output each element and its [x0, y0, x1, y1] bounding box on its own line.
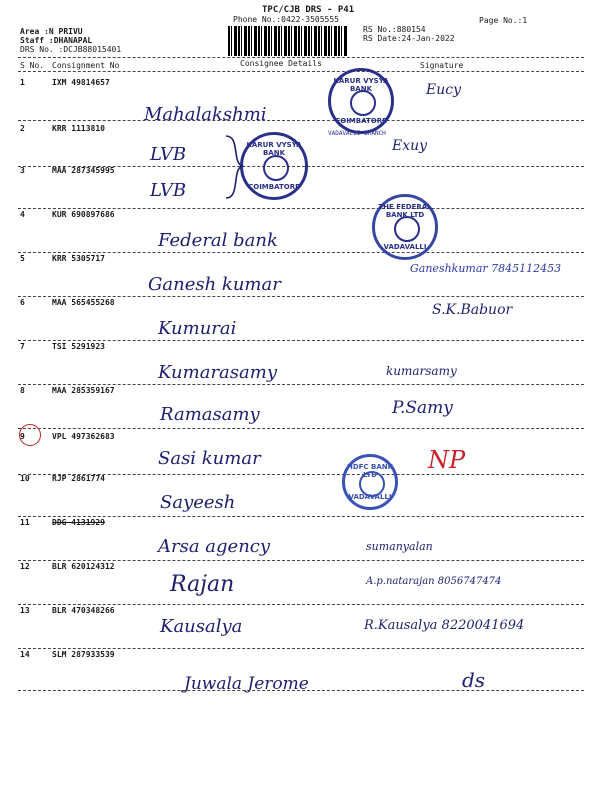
- row-signature: kumarsamy: [386, 364, 457, 378]
- brace-mark: [222, 132, 246, 202]
- row-divider: [18, 690, 584, 691]
- row-consignment-no: MAA 565455268: [52, 298, 115, 307]
- barcode: [228, 26, 348, 56]
- row-divider: [18, 560, 584, 561]
- row-signature: R.Kausalya 8220041694: [364, 618, 525, 633]
- row-sno: 8: [20, 386, 25, 395]
- row-consignee-handwritten: Ramasamy: [160, 404, 260, 425]
- rs-date: RS Date:24-Jan-2022: [363, 34, 455, 43]
- kvb-stamp-1-top: KARUR VYSYA BANK: [333, 77, 389, 93]
- row-sno: 10: [20, 474, 30, 483]
- row-consignment-no: MAA 287345995: [52, 166, 115, 175]
- row-consignee-handwritten: Kumarasamy: [158, 362, 277, 383]
- row-9-circle-mark: [19, 424, 41, 446]
- row-signature: P.Samy: [392, 398, 453, 418]
- row-consignee-handwritten: Rajan: [170, 572, 235, 597]
- kvb-stamp-2: [240, 132, 308, 200]
- area-label: Area :N PRIVU: [20, 27, 83, 36]
- page-number: Page No.:1: [479, 16, 528, 25]
- row-divider: [18, 428, 584, 429]
- hdfc-stamp: [342, 454, 398, 510]
- col-signature: Signature: [420, 61, 464, 70]
- kvb-stamp-1: [328, 68, 394, 134]
- header-divider: [18, 57, 584, 58]
- row-consignee-handwritten: Mahalakshmi: [144, 104, 267, 125]
- col-consignee: Consignee Details: [240, 59, 322, 68]
- kvb-stamp-1-bottom: COIMBATORE: [335, 117, 387, 125]
- row-consignee-handwritten: LVB: [150, 180, 187, 201]
- row-consignment-no: KUR 690897686: [52, 210, 115, 219]
- row-consignee-handwritten: Juwala Jerome: [184, 674, 309, 694]
- row-signature: Eucy: [426, 82, 461, 98]
- row-consignment-no: BLR 470348266: [52, 606, 115, 615]
- row-sno: 6: [20, 298, 25, 307]
- row-consignment-no: MAA 285359167: [52, 386, 115, 395]
- row-sno: 1: [20, 78, 25, 87]
- row-consignment-no: BLR 620124312: [52, 562, 115, 571]
- row-consignee-handwritten: Ganesh kumar: [148, 274, 281, 295]
- row-divider: [18, 648, 584, 649]
- col-consignment: Consignment No: [52, 61, 120, 70]
- row-consignee-handwritten: LVB: [150, 144, 187, 165]
- row-signature: NP: [428, 446, 466, 474]
- row-divider: [18, 384, 584, 385]
- row-divider: [18, 340, 584, 341]
- row-sno: 5: [20, 254, 25, 263]
- stamp-logo-icon: [263, 155, 289, 181]
- row-signature: S.K.Babuor: [432, 302, 513, 318]
- row-signature: ds: [462, 668, 486, 692]
- row-sno: 11: [20, 518, 30, 527]
- drs-number: DRS No. :DCJB88015401: [20, 45, 122, 54]
- staff-label: Staff :DHANAPAL: [20, 36, 93, 45]
- hdfc-stamp-bottom: VADAVALLI: [348, 493, 392, 501]
- row-divider: [18, 208, 584, 209]
- row-divider: [18, 252, 584, 253]
- row-consignee-handwritten: Federal bank: [158, 230, 278, 251]
- row-sno: 9: [20, 432, 25, 441]
- phone-number: Phone No.:0422-3505555: [233, 15, 339, 24]
- row-divider: [18, 120, 584, 121]
- row-consignment-no: SLM 287933539: [52, 650, 115, 659]
- row-divider: [18, 296, 584, 297]
- row-consignment-no: DDG 4131929: [52, 518, 105, 527]
- row-sno: 12: [20, 562, 30, 571]
- row-signature: sumanyalan: [366, 540, 433, 553]
- row-divider: [18, 604, 584, 605]
- stamp-logo-icon: [350, 90, 376, 116]
- row-consignee-handwritten: Arsa agency: [158, 536, 271, 557]
- row-consignment-no: VPL 497362683: [52, 432, 115, 441]
- stamp-logo-icon: [394, 216, 420, 242]
- row-consignee-handwritten: Sayeesh: [160, 492, 236, 513]
- row-consignment-no: TSI 5291923: [52, 342, 105, 351]
- federal-stamp-top: THE FEDERAL BANK LTD: [378, 203, 432, 219]
- federal-bank-stamp: [372, 194, 438, 260]
- hdfc-stamp-top: HDFC BANK LTD: [346, 463, 394, 479]
- document-title: TPC/CJB DRS - P41: [262, 5, 355, 15]
- column-divider: [18, 71, 584, 72]
- row-sno: 3: [20, 166, 25, 175]
- row-consignment-no: KRR 5305717: [52, 254, 105, 263]
- kvb-stamp-2-top: KARUR VYSYA BANK: [246, 141, 302, 157]
- row-divider: [18, 516, 584, 517]
- kvb-stamp-2-bottom: COIMBATORE: [248, 183, 300, 191]
- rs-number: RS No.:880154: [363, 25, 426, 34]
- kvb-stamp-1-branch: VADAVALLI BRANCH: [328, 130, 386, 137]
- row-signature: Exuy: [392, 138, 428, 154]
- row-consignment-no: IXM 49814657: [52, 78, 110, 87]
- row-consignee-handwritten: Sasi kumar: [158, 448, 261, 469]
- row-consignee-handwritten: Kumurai: [158, 318, 237, 339]
- row-sno: 4: [20, 210, 25, 219]
- federal-stamp-bottom: VADAVALLI: [383, 243, 427, 251]
- row-signature: Ganeshkumar 7845112453: [410, 262, 562, 275]
- row-consignment-no: KRR 1113810: [52, 124, 105, 133]
- row-signature: A.p.natarajan 8056747474: [366, 576, 502, 587]
- row-sno: 7: [20, 342, 25, 351]
- row-sno: 2: [20, 124, 25, 133]
- row-sno: 14: [20, 650, 30, 659]
- col-sno: S No.: [20, 61, 45, 70]
- row-sno: 13: [20, 606, 30, 615]
- row-consignment-no: RJP 2861774: [52, 474, 105, 483]
- row-consignee-handwritten: Kausalya: [160, 616, 243, 637]
